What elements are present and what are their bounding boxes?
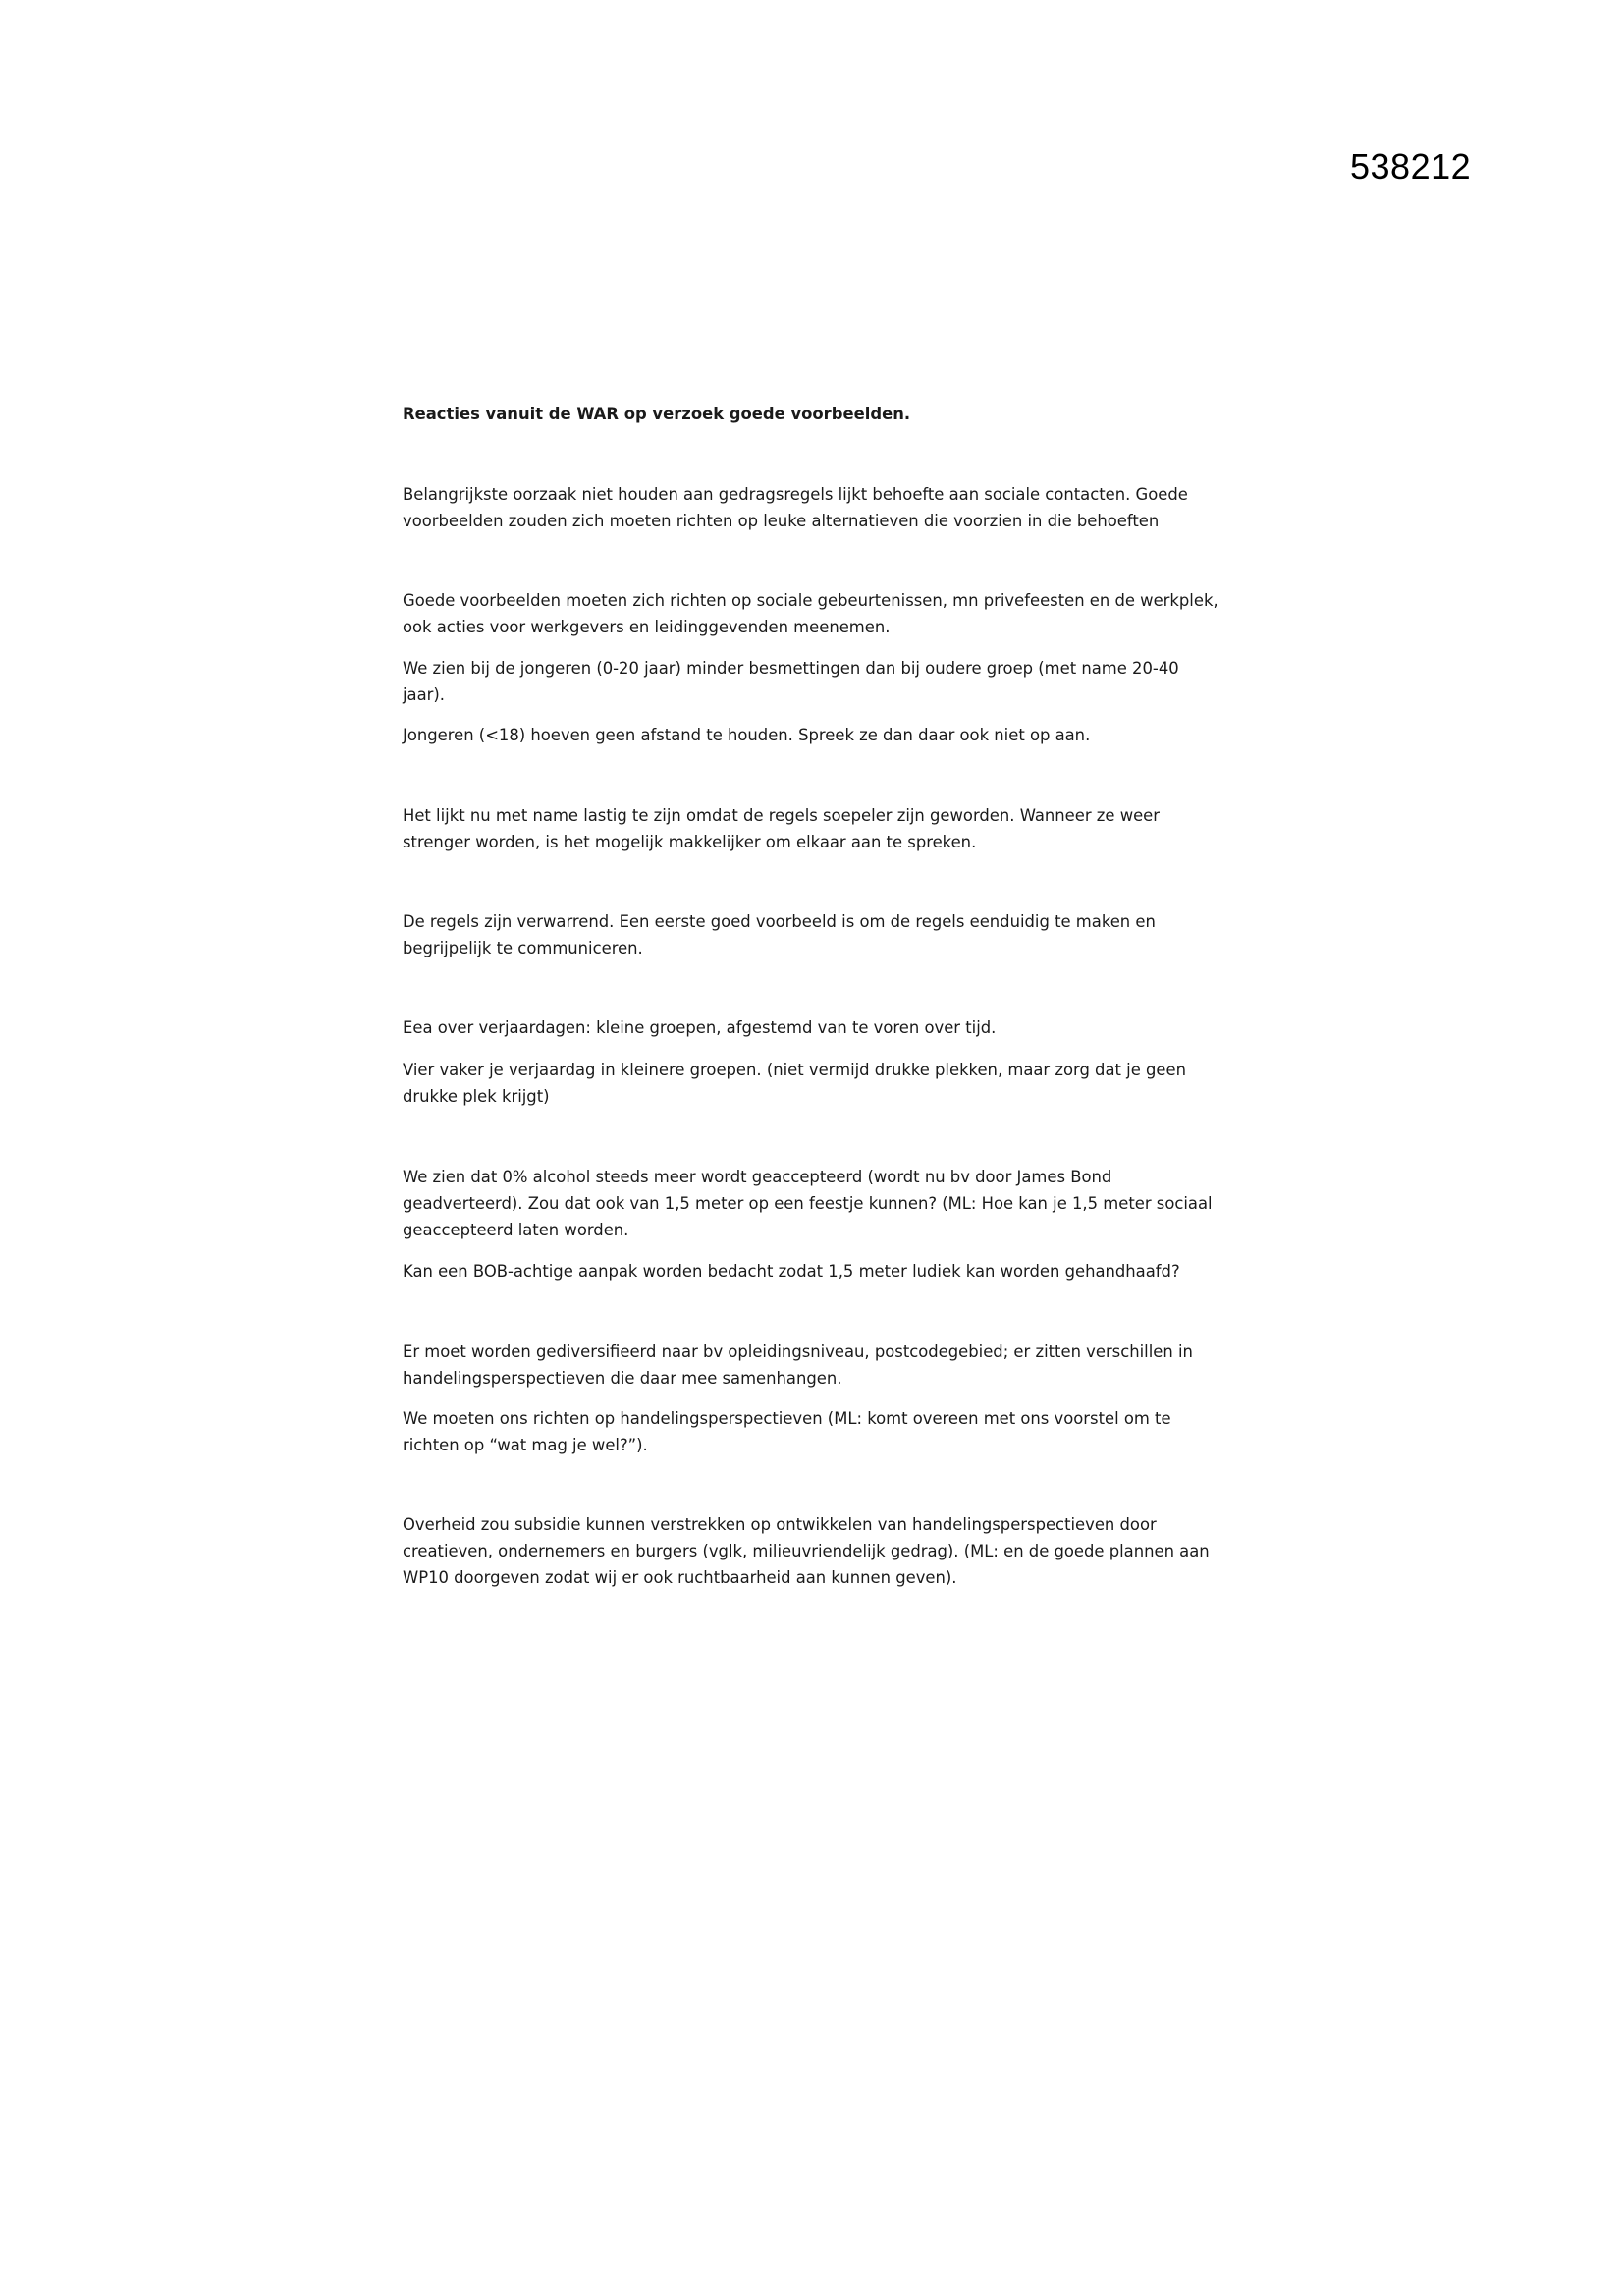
paragraph-line: voorbeelden zouden zich moeten richten op leuke alternatieven die voorzien in die behoeften [403, 512, 1160, 530]
paragraph-line: We moeten ons richten op handelingsperspectieven (ML: komt overeen met ons voorstel om te [403, 1409, 1171, 1428]
paragraph-line: geadverteerd). Zou dat ook van 1,5 meter op een feestje kunnen? (ML: Hoe kan je 1,5 meter sociaal [403, 1194, 1213, 1213]
paragraph-line: We zien dat 0% alcohol steeds meer wordt geaccepteerd (wordt nu bv door James Bond [403, 1168, 1112, 1186]
paragraph-line: strenger worden, is het mogelijk makkelijker om elkaar aan te spreken. [403, 833, 977, 851]
paragraph [403, 655, 1227, 708]
paragraph-line: Vier vaker je verjaardag in kleinere groepen. (niet vermijd drukke plekken, maar zorg dat je geen [403, 1061, 1186, 1079]
paragraph-line: begrijpelijk te communiceren. [403, 939, 643, 957]
paragraph [403, 1258, 1227, 1285]
paragraph-line: Goede voorbeelden moeten zich richten op sociale gebeurtenissen, mn privefeesten en de werkplek, [403, 591, 1218, 610]
document-number: 538212 [1350, 146, 1472, 187]
paragraph-line: De regels zijn verwarrend. Een eerste goed voorbeeld is om de regels eenduidig te maken en [403, 912, 1156, 931]
paragraph-line: jaar). [403, 685, 445, 704]
paragraph-line: geaccepteerd laten worden. [403, 1221, 629, 1239]
document-heading: Reacties vanuit de WAR op verzoek goede voorbeelden. [403, 405, 911, 423]
paragraph-line: Kan een BOB-achtige aanpak worden bedacht zodat 1,5 meter ludiek kan worden gehandhaafd? [403, 1262, 1180, 1281]
paragraph-line: WP10 doorgeven zodat wij er ook ruchtbaarheid aan kunnen geven). [403, 1568, 957, 1587]
paragraph [403, 1511, 1227, 1591]
paragraph-line: Het lijkt nu met name lastig te zijn omdat de regels soepeler zijn geworden. Wanneer ze weer [403, 806, 1161, 825]
paragraph [403, 908, 1227, 961]
paragraph [403, 1339, 1227, 1392]
paragraph-line: handelingsperspectieven die daar mee samenhangen. [403, 1369, 842, 1388]
paragraph-line: Jongeren (<18) hoeven geen afstand te houden. Spreek ze dan daar ook niet op aan. [403, 726, 1091, 744]
paragraph [403, 722, 1227, 748]
paragraph-line: richten op “wat mag je wel?”). [403, 1436, 648, 1454]
paragraph-line: Overheid zou subsidie kunnen verstrekken op ontwikkelen van handelingsperspectieven door [403, 1515, 1157, 1534]
paragraph [403, 587, 1227, 640]
paragraph-line: Eea over verjaardagen: kleine groepen, afgestemd van te voren over tijd. [403, 1018, 997, 1037]
paragraph-line: We zien bij de jongeren (0-20 jaar) minder besmettingen dan bij oudere groep (met name 20-40 [403, 659, 1179, 678]
paragraph [403, 481, 1227, 534]
paragraph-line: drukke plek krijgt) [403, 1087, 550, 1106]
paragraph-line: ook acties voor werkgevers en leidinggevenden meenemen. [403, 618, 891, 636]
paragraph [403, 802, 1227, 855]
paragraph-line: creatieven, ondernemers en burgers (vglk, milieuvriendelijk gedrag). (ML: en de goede plannen aan [403, 1542, 1210, 1560]
paragraph-line: Belangrijkste oorzaak niet houden aan gedragsregels lijkt behoefte aan sociale contacten. Goede [403, 485, 1188, 504]
paragraph [403, 1405, 1227, 1458]
paragraph [403, 1014, 1227, 1041]
paragraph-line: Er moet worden gediversifieerd naar bv opleidingsniveau, postcodegebied; er zitten verschillen in [403, 1342, 1193, 1361]
paragraph [403, 1057, 1227, 1110]
paragraph [403, 1164, 1227, 1243]
